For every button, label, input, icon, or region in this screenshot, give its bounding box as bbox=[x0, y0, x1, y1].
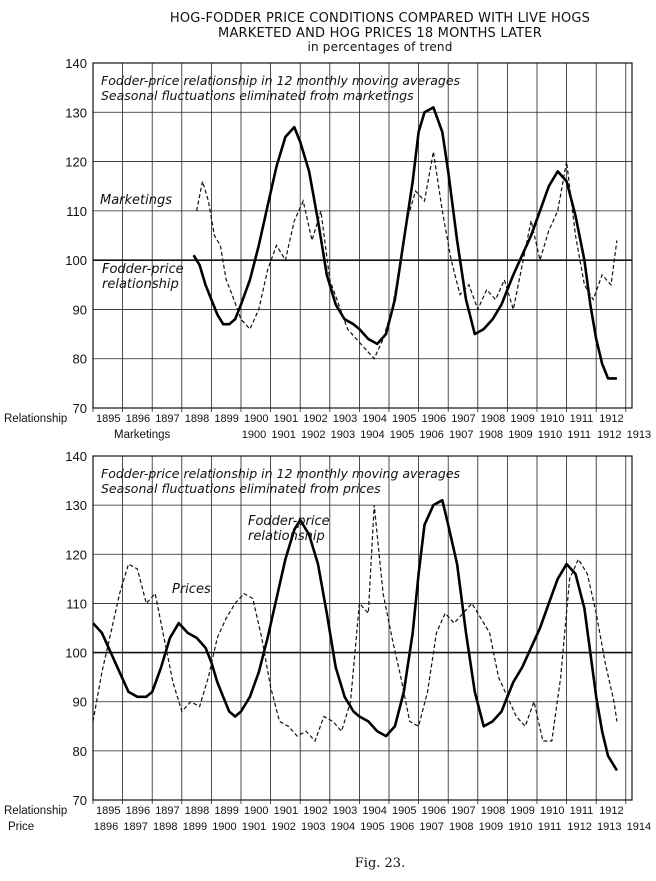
y-tick-label: 120 bbox=[65, 154, 87, 170]
chart-note: Seasonal fluctuations eliminated from marketings bbox=[101, 88, 414, 103]
x-tick-label: 1909 bbox=[510, 413, 535, 425]
x-tick-label: 1896 bbox=[125, 413, 151, 425]
series-label: Fodder-price bbox=[248, 514, 330, 529]
y-tick-label: 130 bbox=[65, 105, 87, 121]
series-line-fodder-price bbox=[194, 107, 617, 378]
x-tick-label: 1905 bbox=[392, 413, 417, 425]
x-tick-label: 1912 bbox=[597, 429, 622, 441]
series-line-prices bbox=[93, 505, 617, 741]
x-tick-label: 1899 bbox=[182, 821, 208, 833]
x-tick-label: 1898 bbox=[153, 821, 178, 833]
x-tick-label: 1898 bbox=[184, 413, 210, 425]
y-tick-label: 130 bbox=[65, 498, 87, 514]
x-tick-label: 1907 bbox=[451, 413, 476, 425]
x-tick-label: 1909 bbox=[510, 805, 535, 817]
series-line-fodder-price bbox=[93, 500, 617, 770]
x-tick-label: 1897 bbox=[155, 413, 180, 425]
x-tick-label: 1900 bbox=[244, 413, 269, 425]
x-tick-label: 1901 bbox=[273, 413, 299, 425]
x-tick-label: 1908 bbox=[480, 805, 506, 817]
x-tick-label: 1903 bbox=[332, 805, 358, 817]
x-tick-label: 1899 bbox=[214, 413, 239, 425]
x-tick-label: 1904 bbox=[360, 429, 385, 441]
x-tick-label: 1903 bbox=[332, 413, 358, 425]
y-tick-label: 100 bbox=[65, 253, 87, 269]
figure-caption: Fig. 23. bbox=[354, 856, 406, 871]
y-tick-label: 90 bbox=[72, 694, 87, 710]
x-tick-label: 1907 bbox=[449, 429, 474, 441]
x-tick-label: 1902 bbox=[271, 821, 296, 833]
x-tick-label: 1907 bbox=[451, 805, 476, 817]
y-tick-label: 140 bbox=[65, 449, 87, 464]
x-tick-label: 1905 bbox=[389, 429, 415, 441]
x-tick-label: 1906 bbox=[419, 429, 444, 441]
chart-note: Seasonal fluctuations eliminated from prices bbox=[101, 481, 381, 496]
x-tick-label: 1903 bbox=[330, 429, 356, 441]
x-tick-label: 1904 bbox=[330, 821, 356, 833]
x-tick-label: 1913 bbox=[626, 429, 652, 441]
y-tick-label: 90 bbox=[72, 302, 87, 318]
x-tick-label: 1909 bbox=[478, 821, 504, 833]
x-tick-label: 1897 bbox=[123, 821, 148, 833]
x-tick-label: 1911 bbox=[567, 429, 592, 441]
chart-title-line3: in percentages of trend bbox=[307, 40, 453, 54]
x-tick-label: 1902 bbox=[303, 413, 328, 425]
series-label: relationship bbox=[248, 529, 325, 544]
x-tick-label: 1912 bbox=[599, 805, 624, 817]
x-tick-label: 1913 bbox=[597, 821, 622, 833]
y-tick-label: 110 bbox=[66, 203, 87, 219]
axis-row-label: Relationship bbox=[4, 805, 68, 817]
series-label: Fodder-price bbox=[102, 262, 184, 277]
y-tick-label: 100 bbox=[65, 645, 87, 661]
x-tick-label: 1910 bbox=[540, 413, 565, 425]
chart-title-line2: MARKETED AND HOG PRICES 18 MONTHS LATER bbox=[218, 26, 542, 41]
y-tick-label: 70 bbox=[72, 401, 87, 416]
x-tick-label: 1900 bbox=[244, 805, 269, 817]
x-tick-label: 1908 bbox=[478, 429, 504, 441]
chart-note: Fodder-price relationship in 12 monthly moving averages bbox=[101, 73, 461, 88]
chart-title-line1: HOG-FODDER PRICE CONDITIONS COMPARED WITH LIVE HOGS bbox=[169, 11, 591, 26]
chart-marketings bbox=[4, 56, 656, 441]
x-tick-label: 1895 bbox=[96, 805, 121, 817]
axis-row-label: Relationship bbox=[4, 413, 68, 425]
x-tick-label: 1911 bbox=[569, 413, 594, 425]
axis-row-label: Marketings bbox=[114, 429, 171, 441]
x-tick-label: 1904 bbox=[362, 805, 387, 817]
series-label: Marketings bbox=[100, 193, 173, 208]
x-tick-label: 1896 bbox=[125, 805, 151, 817]
series-label: Prices bbox=[172, 582, 211, 597]
y-tick-label: 140 bbox=[65, 56, 87, 71]
plot-frame bbox=[93, 63, 632, 408]
x-tick-label: 1895 bbox=[96, 413, 121, 425]
x-tick-label: 1910 bbox=[540, 805, 565, 817]
x-tick-label: 1908 bbox=[480, 413, 506, 425]
chart-note: Fodder-price relationship in 12 monthly moving averages bbox=[101, 466, 461, 481]
x-tick-label: 1908 bbox=[449, 821, 474, 833]
x-tick-label: 1899 bbox=[214, 805, 239, 817]
x-tick-label: 1901 bbox=[271, 429, 296, 441]
x-tick-label: 1910 bbox=[508, 821, 533, 833]
x-tick-label: 1905 bbox=[392, 805, 417, 817]
x-tick-label: 1900 bbox=[212, 821, 237, 833]
y-tick-label: 80 bbox=[72, 351, 87, 367]
x-tick-label: 1906 bbox=[421, 805, 447, 817]
x-tick-label: 1909 bbox=[508, 429, 533, 441]
x-tick-label: 1910 bbox=[537, 429, 563, 441]
x-tick-label: 1912 bbox=[567, 821, 592, 833]
x-tick-label: 1911 bbox=[569, 805, 594, 817]
y-tick-label: 110 bbox=[66, 596, 87, 612]
x-tick-label: 1906 bbox=[389, 821, 415, 833]
x-tick-label: 1907 bbox=[419, 821, 444, 833]
plot-frame bbox=[93, 456, 632, 800]
x-tick-label: 1901 bbox=[273, 805, 299, 817]
chart-prices bbox=[4, 449, 651, 833]
y-tick-label: 70 bbox=[72, 793, 87, 808]
x-tick-label: 1902 bbox=[303, 805, 328, 817]
x-tick-label: 1898 bbox=[184, 805, 210, 817]
x-tick-label: 1903 bbox=[301, 821, 326, 833]
y-tick-label: 80 bbox=[72, 743, 87, 759]
x-tick-label: 1904 bbox=[362, 413, 387, 425]
x-tick-label: 1900 bbox=[241, 429, 267, 441]
x-tick-label: 1902 bbox=[301, 429, 326, 441]
x-tick-label: 1901 bbox=[241, 821, 267, 833]
x-tick-label: 1911 bbox=[537, 821, 562, 833]
axis-row-label: Price bbox=[8, 821, 35, 833]
x-tick-label: 1905 bbox=[360, 821, 385, 833]
x-tick-label: 1914 bbox=[626, 821, 652, 833]
x-tick-label: 1912 bbox=[599, 413, 624, 425]
x-tick-label: 1896 bbox=[93, 821, 119, 833]
series-line-marketings bbox=[197, 152, 617, 359]
x-tick-label: 1906 bbox=[421, 413, 447, 425]
y-tick-label: 120 bbox=[65, 547, 87, 563]
series-label: relationship bbox=[102, 277, 179, 292]
x-tick-label: 1897 bbox=[155, 805, 180, 817]
